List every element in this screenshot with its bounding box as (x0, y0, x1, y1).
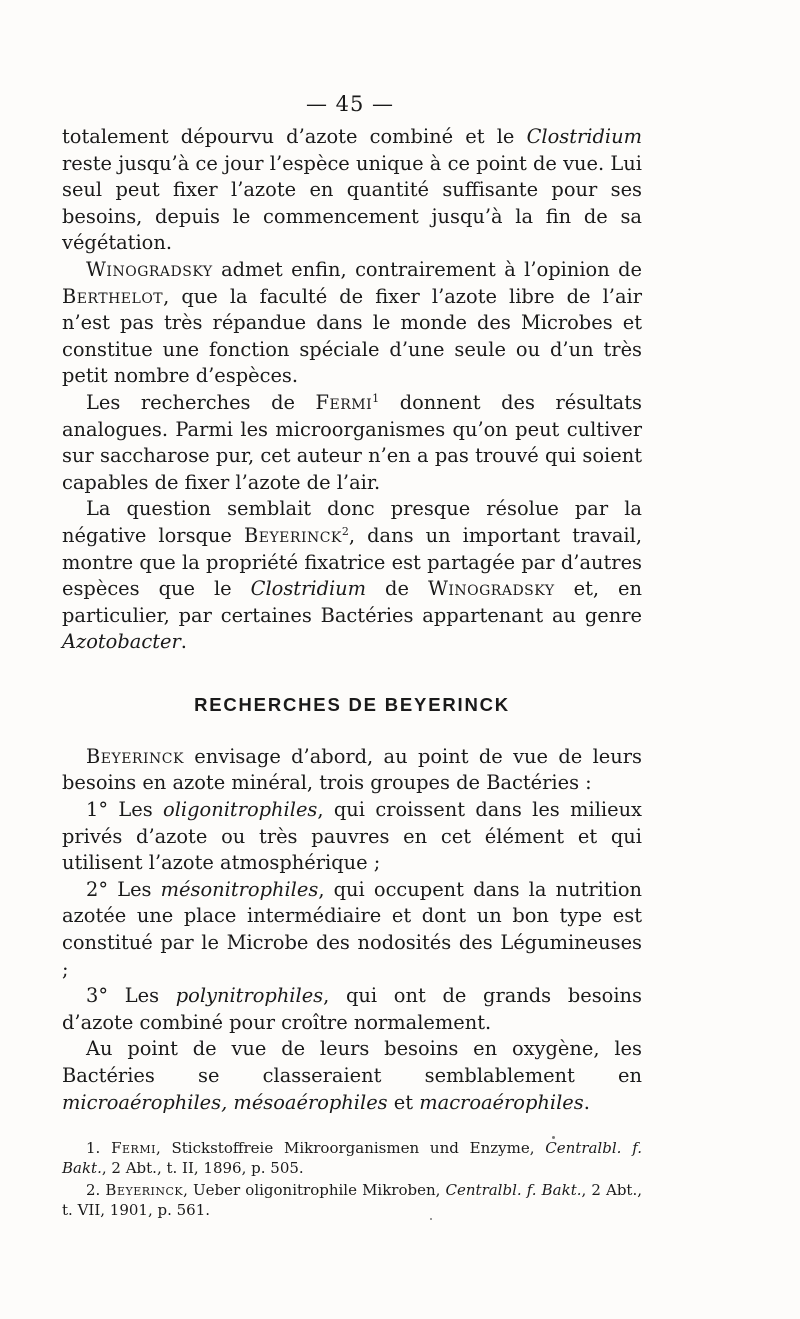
paragraph-3: Les recherches de Fermi$^1$ donnent des résultats analogues. Parmi les microorganismes qu’on peut cultiver sur saccharose pur, cet auteur n’en a pas trouvé qui soient capables de fixer l’azote de l’air. (62, 390, 642, 494)
page-number: — 45 — (305, 92, 395, 116)
footnote-1: 1. Fermi, Stickstoffreie Mikroorganismen und Enzyme, Centralbl. f. Bakt., 2 Abt., t. II, 1896, p. 505. (62, 1139, 642, 1178)
paragraph-4: La question semblait donc presque résolue par la négative lorsque Beyerinck$^2$, dans un important travail, montre que la propriété fixatrice est partagée par d’autres espèces que le Clostridium de Winogradsky et, en particulier, par certaines Bactéries appartenant au genre Azotobacter. (62, 497, 642, 654)
paragraph-8: 3° Les polynitrophiles, qui ont de grands besoins d’azote combiné pour croître normalement. (62, 984, 642, 1034)
paragraph-5: Beyerinck envisage d’abord, au point de vue de leurs besoins en azote minéral, trois groupes de Bactéries : (62, 744, 642, 795)
paragraph-6: 1° Les oligonitrophiles, qui croissent dans les milieux privés d’azote ou très pauvres en cet élément et qui utilisent l’azote atmosphérique ; (62, 798, 642, 875)
footnote-ref-2: 2 (341, 524, 349, 538)
paragraph-9: Au point de vue de leurs besoins en oxygène, les Bactéries se classeraient semblablement en microaérophiles, mésoaérophiles et macroaérophiles. (62, 1037, 642, 1114)
paper-speck (430, 1218, 432, 1220)
paper-speck (552, 1136, 555, 1139)
footnote-ref-1: 1 (372, 391, 380, 405)
footnotes (62, 1138, 642, 1220)
section-heading: RECHERCHES DE BEYERINCK (194, 693, 510, 715)
paragraph-1: totalement dépourvu d’azote combiné et le Clostridium reste jusqu’à ce jour l’espèce unique à ce point de vue. Lui seul peut fixer l’azote en quantité suffisante pour ses besoins, depuis le commencement jusqu’à la fin de sa végétation. (62, 125, 642, 255)
paragraph-2: Winogradsky admet enfin, contrairement à l’opinion de Berthelot, que la faculté de fixer l’azote libre de l’air n’est pas très répandue dans le monde des Microbes et constitue une fonction spéciale d’une seule ou d’un très petit nombre d’espèces. (62, 257, 642, 388)
paragraph-7: 2° Les mésonitrophiles, qui occupent dans la nutrition azotée une place intermédiaire et dont un bon type est constitué par le Microbe des nodosités des Légumineuses ; (62, 877, 642, 981)
page-body (62, 124, 642, 1220)
footnote-2: 2. Beyerinck, Ueber oligonitrophile Mikroben, Centralbl. f. Bakt., 2 Abt., t. VII, 1901, p. 561. (62, 1181, 642, 1220)
